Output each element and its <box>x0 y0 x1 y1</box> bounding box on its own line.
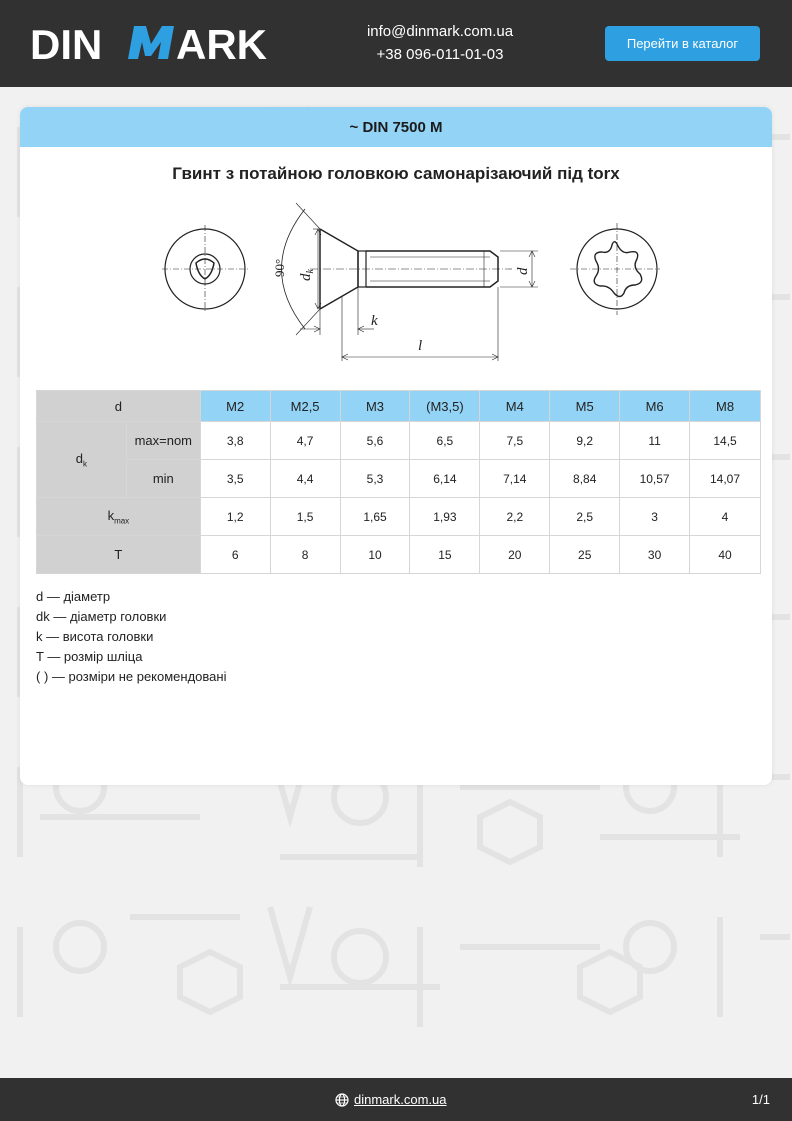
svg-text:k: k <box>371 313 378 329</box>
k-max-cell: 4 <box>690 498 761 536</box>
legend <box>36 587 226 687</box>
size-cell: M8 <box>690 391 761 422</box>
technical-drawing <box>160 197 660 367</box>
legend-item: T — розмір шліца <box>36 649 143 664</box>
dk-max-cell: 7,5 <box>480 422 550 460</box>
dk-min-cell: 4,4 <box>270 460 340 498</box>
dk-max-cell: 11 <box>620 422 690 460</box>
svg-text:l: l <box>418 338 423 354</box>
k-max-cell: 3 <box>620 498 690 536</box>
dinmark-logo[interactable] <box>30 22 275 62</box>
k-max-cell: 2,2 <box>480 498 550 536</box>
t-cell: 10 <box>340 536 410 574</box>
svg-text:dk: $d_k$ <box>298 269 316 281</box>
svg-text:d: d <box>515 267 531 275</box>
t-cell: 40 <box>690 536 761 574</box>
table-row-k-max <box>37 498 761 536</box>
dk-min-cell: 5,3 <box>340 460 410 498</box>
d-header: d <box>37 391 201 422</box>
size-cell: M4 <box>480 391 550 422</box>
dk-max-label: max=nom <box>126 422 200 460</box>
catalog-button[interactable]: Перейти в каталог <box>605 26 760 61</box>
table-row-t <box>37 536 761 574</box>
standard-title: ~ DIN 7500 M <box>20 107 772 147</box>
legend-item: d — діаметр <box>36 589 111 604</box>
dk-max-cell: 9,2 <box>550 422 620 460</box>
product-title: Гвинт з потайною головкою самонарізаючий під torx <box>172 164 620 183</box>
dk-max-cell: 14,5 <box>690 422 761 460</box>
legend-item: k — висота головки <box>36 629 154 644</box>
dk-min-label: min <box>126 460 200 498</box>
dk-max-cell: 5,6 <box>340 422 410 460</box>
dk-min-cell: 14,07 <box>690 460 761 498</box>
globe-icon <box>335 1093 349 1107</box>
size-cell: M3 <box>340 391 410 422</box>
size-cell: M6 <box>620 391 690 422</box>
svg-text:DIN: DIN <box>30 22 103 62</box>
size-cell: M5 <box>550 391 620 422</box>
legend-item: dk — діаметр головки <box>36 609 167 624</box>
dk-min-cell: 8,84 <box>550 460 620 498</box>
footer <box>0 1078 792 1121</box>
k-max-label: $k_{max}$ <box>37 498 201 536</box>
dk-min-cell: 10,57 <box>620 460 690 498</box>
size-cell: (M3,5) <box>410 391 480 422</box>
table-row-dk-min <box>37 460 761 498</box>
k-max-cell: 2,5 <box>550 498 620 536</box>
dk-min-cell: 7,14 <box>480 460 550 498</box>
site-link-text[interactable]: dinmark.com.ua <box>354 1092 447 1107</box>
k-max-cell: 1,5 <box>270 498 340 536</box>
size-cell: M2,5 <box>270 391 340 422</box>
dk-max-cell: 3,8 <box>200 422 270 460</box>
product-card <box>20 107 772 785</box>
legend-item: ( ) — розміри не рекомендовані <box>36 669 227 684</box>
page-number: 1/1 <box>751 1092 770 1107</box>
t-cell: 25 <box>550 536 620 574</box>
contacts <box>330 20 550 66</box>
table-row-dk-max <box>37 422 761 460</box>
svg-text:ARK: ARK <box>176 22 267 62</box>
k-max-cell: 1,2 <box>200 498 270 536</box>
t-cell: 6 <box>200 536 270 574</box>
k-max-cell: 1,65 <box>340 498 410 536</box>
dk-min-cell: 3,5 <box>200 460 270 498</box>
t-cell: 20 <box>480 536 550 574</box>
t-cell: 30 <box>620 536 690 574</box>
top-bar <box>0 0 792 87</box>
phone-link[interactable]: +38 096-011-01-03 <box>376 46 504 63</box>
svg-text:90°: 90° <box>272 258 287 277</box>
email-link[interactable]: info@dinmark.com.ua <box>366 23 514 40</box>
table-row-sizes <box>37 391 761 422</box>
site-link[interactable] <box>335 1078 446 1121</box>
dk-label: $d_k$ <box>37 422 127 498</box>
t-label: T <box>37 536 201 574</box>
dk-max-cell: 6,5 <box>410 422 480 460</box>
size-cell: M2 <box>200 391 270 422</box>
dk-max-cell: 4,7 <box>270 422 340 460</box>
t-cell: 8 <box>270 536 340 574</box>
t-cell: 15 <box>410 536 480 574</box>
k-max-cell: 1,93 <box>410 498 480 536</box>
dk-min-cell: 6,14 <box>410 460 480 498</box>
specification-table <box>36 390 761 574</box>
